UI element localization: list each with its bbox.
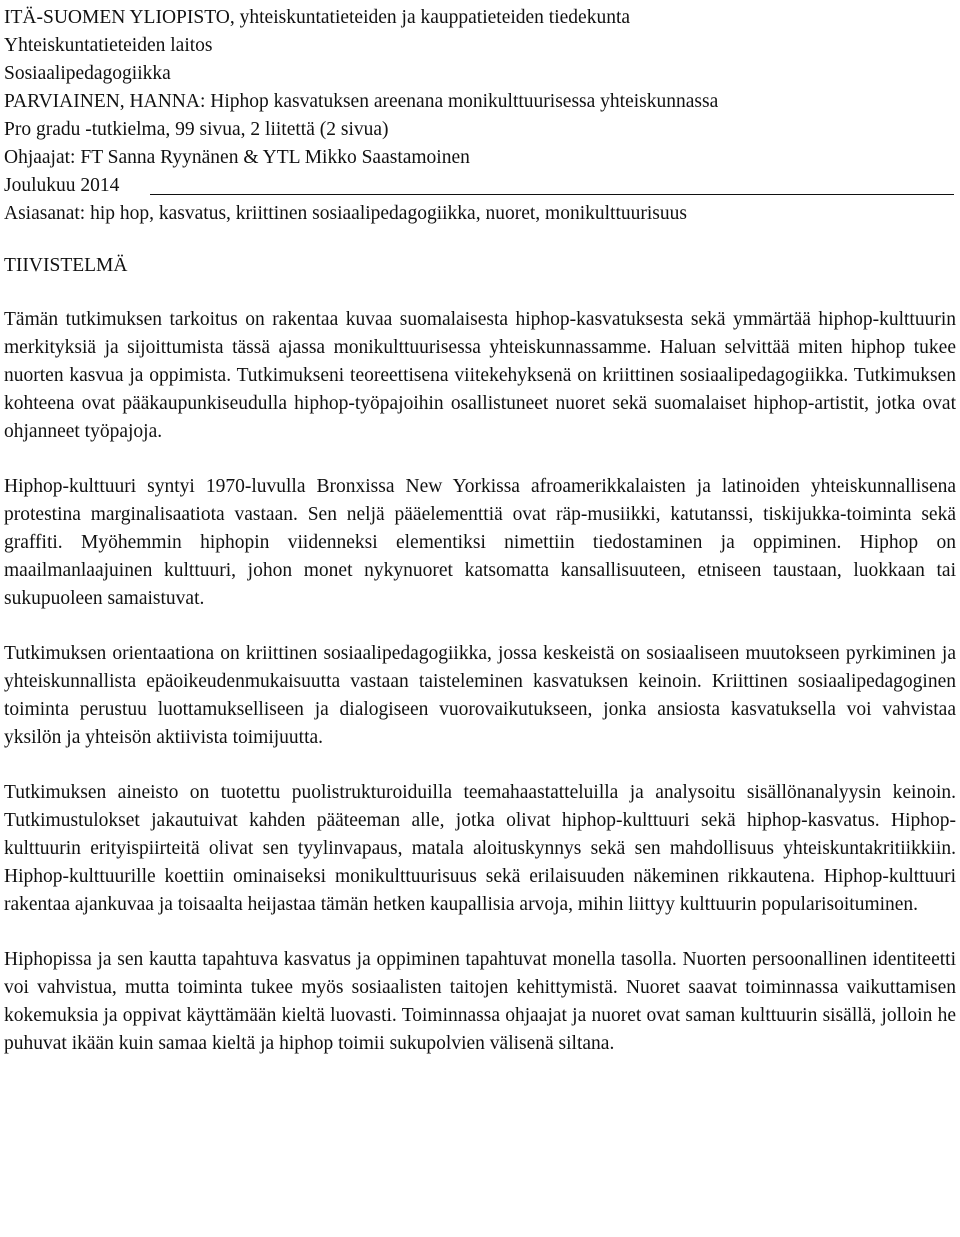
abstract-paragraph: Tämän tutkimuksen tarkoitus on rakentaa kuvaa suomalaisesta hiphop-kasvatuksesta sekä ymmärtää hiphop-kulttuurin merkityksiä ja sijoittumista tässä ajassa monikulttuurisessa yhteiskunnassamme. Haluan selvittää miten hiphop tukee nuorten kasvua ja oppimista. Tutkimukseni teoreettisena viitekehyksenä on kriittinen sosiaalipedagogiikka. Tutkimuksen kohteena ovat pääkaupunkiseudulla hiphop-työpajoihin osallistuneet nuoret sekä suomalaiset hiphop-artistit, jotka ovat ohjanneet työpajoja.	[4, 309, 956, 442]
header-divider	[150, 194, 954, 195]
date-text: Joulukuu 2014	[4, 175, 120, 196]
subject-line: Sosiaalipedagogiikka	[4, 63, 171, 84]
date-line	[4, 172, 956, 200]
author-title-line: PARVIAINEN, HANNA: Hiphop kasvatuksen areenana monikulttuurisessa yhteiskunnassa	[4, 91, 719, 112]
abstract-paragraph: Hiphop-kulttuuri syntyi 1970-luvulla Bronxissa New Yorkissa afroamerikkalaisten ja latinoiden yhteiskunnallisena protestina marginalisaatiota vastaan. Sen neljä pääelementtiä ovat räp-musiikki, katutanssi, tiskijukka-toiminta sekä graffiti. Myöhemmin hiphopin viidenneksi elementiksi nimettiin tiedostaminen ja oppiminen. Hiphop on maailmanlaajuinen kulttuuri, johon monet nykynuoret katsomatta kansallisuuteen, etniseen taustaan, luokkaan tai sukupuoleen samaistuvat.	[4, 476, 956, 609]
thesis-header	[4, 4, 956, 228]
document-page	[4, 4, 956, 1085]
abstract-paragraph: Hiphopissa ja sen kautta tapahtuva kasvatus ja oppiminen tapahtuvat monella tasolla. Nuorten persoonallinen identiteetti voi vahvistua, mutta toiminta tukee myös sosiaalisten taitojen kehittymistä. Nuoret saavat toiminnassa vaikuttamisen kokemuksia ja oppivat käyttämään kieltä luovasti. Toiminnassa ohjaajat ja nuoret ovat saman kulttuurin sisällä, jolloin he puhuvat ikään kuin samaa kieltä ja hiphop toimii sukupolvien välisenä siltana.	[4, 949, 956, 1054]
abstract-paragraph: Tutkimuksen orientaationa on kriittinen sosiaalipedagogiikka, jossa keskeistä on sosiaaliseen muutokseen pyrkiminen ja yhteiskunnallista epäoikeudenmukaisuutta vastaan taisteleminen kasvatuksen keinoin. Kriittinen sosiaalipedagoginen toiminta perustuu luottamukselliseen ja dialogiseen vuorovaikutukseen, jonka ansiosta kasvatuksella voi vahvistaa yksilön ja yhteisön aktiivista toimijuutta.	[4, 643, 956, 748]
supervisors-line: Ohjaajat: FT Sanna Ryynänen & YTL Mikko Saastamoinen	[4, 147, 470, 168]
thesis-info-line: Pro gradu -tutkielma, 99 sivua, 2 liitettä (2 sivua)	[4, 119, 389, 140]
abstract-title: TIIVISTELMÄ	[4, 255, 128, 276]
abstract-paragraph: Tutkimuksen aineisto on tuotettu puolistrukturoiduilla teemahaastatteluilla ja analysoitu sisällönanalyysin keinoin. Tutkimustulokset jakautuivat kahden pääteeman alle, jotka olivat hiphop-kulttuuri sekä hiphop-kasvatus. Hiphop-kulttuurin erityispiirteitä olivat sen tyylinvapaus, matala aloituskynnys sekä sen mahdollisuus yhteiskuntakritiikkiin. Hiphop-kulttuurille koettiin ominaiseksi monikulttuurisuus sekä erilaisuuden näkeminen rikkautena. Hiphop-kulttuuri rakentaa ajankuvaa ja toisaalta heijastaa tämän hetken kaupallisia arvoja, mihin liittyy kulttuurin popularisoituminen.	[4, 782, 956, 915]
university-line: ITÄ-SUOMEN YLIOPISTO, yhteiskuntatieteiden ja kauppatieteiden tiedekunta	[4, 7, 631, 28]
department-line: Yhteiskuntatieteiden laitos	[4, 35, 213, 56]
abstract-body	[4, 306, 956, 1058]
keywords-line: Asiasanat: hip hop, kasvatus, kriittinen sosiaalipedagogiikka, nuoret, monikulttuurisuus	[4, 203, 687, 224]
